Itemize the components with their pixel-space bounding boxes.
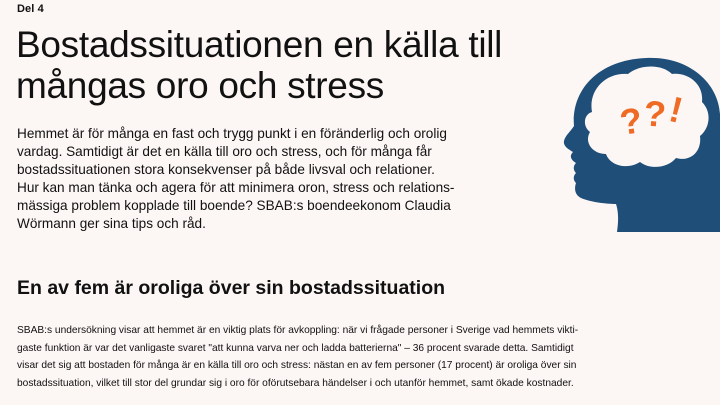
intro-paragraph: [17, 125, 537, 233]
intro-line: vardag. Samtidigt är det en källa till oro och stress, och för många får: [17, 144, 432, 159]
intro-line: Hemmet är för många en fast och trygg punkt i en föränderlig och orolig: [17, 126, 447, 141]
intro-line: bostadssituationen stora konsekvenser på både livsval och relationer.: [17, 162, 435, 177]
question-mark-icon: ?: [617, 99, 645, 143]
title-line: mångas oro och stress: [16, 65, 384, 106]
body-line: gaste funktion är var det vanligaste svaret "att kunna varva ner och ladda batterierna" – 36 procent svarade detta. Samtidigt: [17, 342, 574, 354]
page-title: [16, 24, 576, 106]
title-line: Bostadssituationen en källa till: [16, 24, 503, 65]
intro-line: Wörmann ger sina tips och råd.: [17, 216, 206, 231]
body-paragraph: [17, 322, 707, 392]
exclamation-mark-icon: !: [665, 88, 687, 131]
question-mark-icon: ?: [642, 92, 668, 135]
section-subheading: En av fem är oroliga över sin bostadssituation: [17, 277, 446, 299]
body-line: bostadssituation, vilket till stor del grundar sig i oro för oförutsebara händelser i och utanför hemmet, samt ökade kostnader.: [17, 377, 574, 389]
intro-line: mässiga problem kopplade till boende? SBAB:s boendeekonom Claudia: [17, 198, 451, 213]
worried-head-icon: [548, 52, 720, 232]
intro-line: Hur kan man tänka och agera för att minimera oron, stress och relations-: [17, 180, 455, 195]
body-line: visar det sig att bostaden för många är en källa till oro och stress: nästan en av fem personer (17 procent) är oroliga över sin: [17, 360, 577, 372]
section-label: Del 4: [17, 3, 44, 15]
body-line: SBAB:s undersökning visar att hemmet är en viktig plats för avkoppling: när vi frågade personer i Sverige vad hemmets vikti-: [17, 325, 579, 336]
